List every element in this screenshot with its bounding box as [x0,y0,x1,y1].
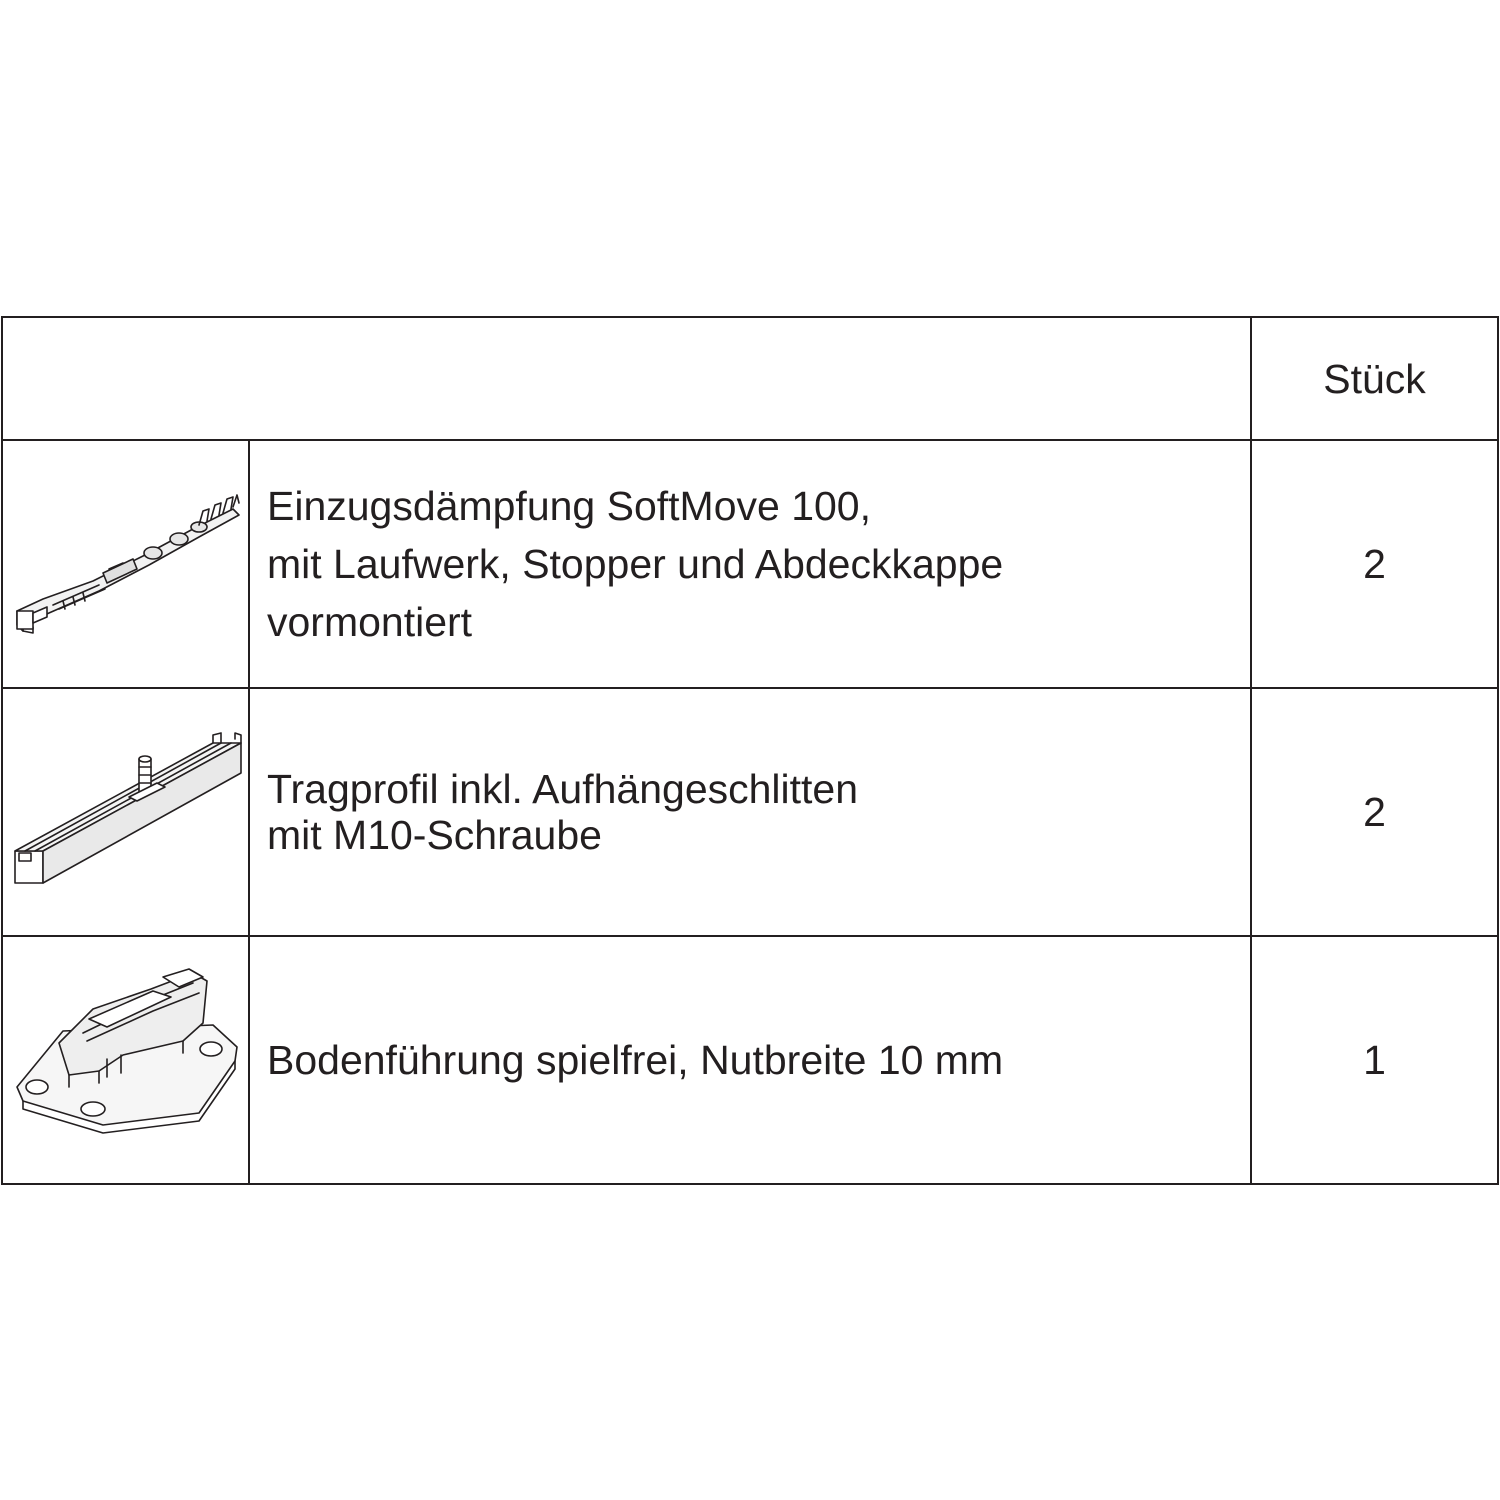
part-quantity: 2 [1363,788,1386,835]
part-description [267,1031,1003,1089]
table-row [3,937,1497,1183]
part-qty-cell [1252,937,1497,1183]
part-qty-cell [1252,689,1497,935]
floor-guide-illustration [3,937,250,1183]
description-line: Bodenführung spielfrei, Nutbreite 10 mm [267,1037,1004,1083]
qty-column-header: Stück [1323,356,1426,402]
parts-table [1,316,1499,1185]
part-description [267,766,858,858]
table-header-row [3,318,1497,441]
description-line: vormontiert [267,599,473,645]
part-description [267,477,1003,651]
part-quantity: 2 [1363,540,1386,587]
part-image-cell [3,937,250,1183]
table-row [3,441,1497,689]
part-description-cell [250,937,1252,1183]
part-image-cell [3,441,250,687]
part-qty-cell [1252,441,1497,687]
header-blank-cell [3,318,1252,439]
table-row [3,689,1497,937]
description-line: Tragprofil inkl. Aufhängeschlitten [267,766,859,812]
description-line: mit Laufwerk, Stopper und Abdeckkappe [267,541,1004,587]
description-line: mit M10-Schraube [267,812,602,858]
part-image-cell [3,689,250,935]
part-quantity: 1 [1363,1036,1386,1083]
part-description-cell [250,441,1252,687]
support-profile-illustration [3,689,250,935]
description-line: Einzugsdämpfung SoftMove 100, [267,483,871,529]
header-qty-cell [1252,318,1497,439]
softmove-damper-illustration [3,441,250,687]
part-description-cell [250,689,1252,935]
